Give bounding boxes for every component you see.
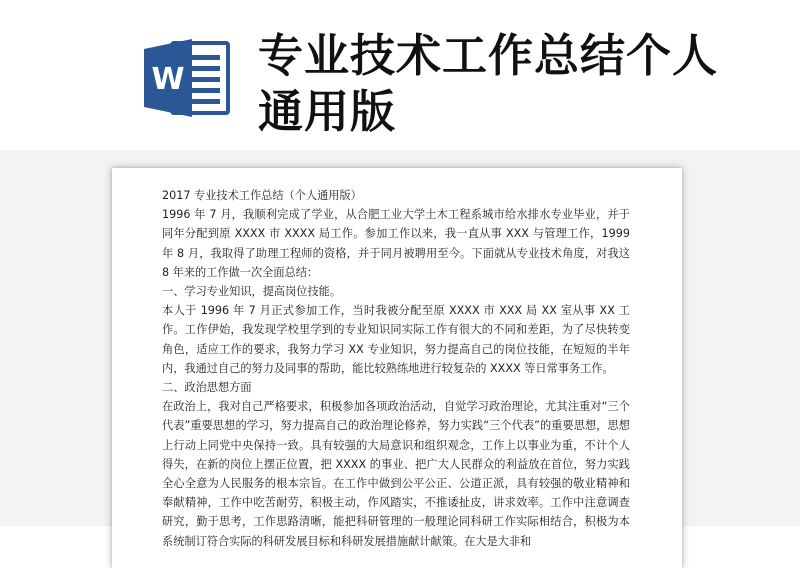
doc-heading: 2017 专业技术工作总结（个人通用版）	[162, 189, 362, 202]
section-heading-1: 一、学习专业知识，提高岗位技能。	[162, 285, 342, 299]
doc-paragraph-1: 本人于 1996 年 7 月正式参加工作，当时我被分配至原 XXXX 市 XXX 局 XX 室从事 XX 工作。工作伊始，我发现学校里学到的专业知识同实际工作有很大的不同和差距，为了尽快转变角色，适应工作的要求，我努力学习 XX 专业知识，努力提高自己的岗位技能，在短短的半年内，我通过自己的努力及同事的帮助，能比较熟练地进行较复杂的 XXXX 等日常事务工作。	[162, 304, 630, 375]
word-document-icon	[142, 35, 232, 121]
document-header	[0, 0, 800, 160]
document-page	[112, 168, 682, 568]
doc-paragraph-2: 在政治上，我对自己严格要求，积极参加各项政治活动，自觉学习政治理论，尤其注重对“三个代表”重要思想的学习，努力提高自己的政治理论修养，努力实践“三个代表”的重要思想，思想上行动上同党中央保持一致。具有较强的大局意识和组织观念，工作上以事业为重，不计个人得失，在新的岗位上摆正位置，把 XXXX 的事业、把广大人民群众的利益放在首位，努力实践全心全意为人民服务的根本宗旨。在工作中做到公平公正、公道正派，具有较强的敬业精神和奉献精神，工作中吃苦耐劳，积极主动，作风踏实，不推诿扯皮，讲求效率。工作中注意调查研究，勤于思考，工作思路清晰，能把科研管理的一般理论同科研工作实际相结合，积极为本系统制订符合实际的科研发展目标和科研发展措施献计献策。在大是大非和	[162, 400, 630, 548]
doc-paragraph-intro: 1996 年 7 月，我顺利完成了学业，从合肥工业大学土木工程系城市给水排水专业毕业，并于同年分配到原 XXXX 市 XXXX 局工作。参加工作以来，我一直从事 XXX 与管理工作，1999 年 8 月，我取得了助理工程师的资格，并于同月被聘用至今。下面就从专业技术角度，对我这 8 年来的工作做一次全面总结：	[162, 208, 630, 279]
document-body	[162, 186, 630, 551]
document-title: 专业技术工作总结个人通用版	[258, 29, 719, 138]
svg-text:W: W	[151, 62, 185, 97]
section-heading-2: 二、政治思想方面	[162, 381, 252, 395]
